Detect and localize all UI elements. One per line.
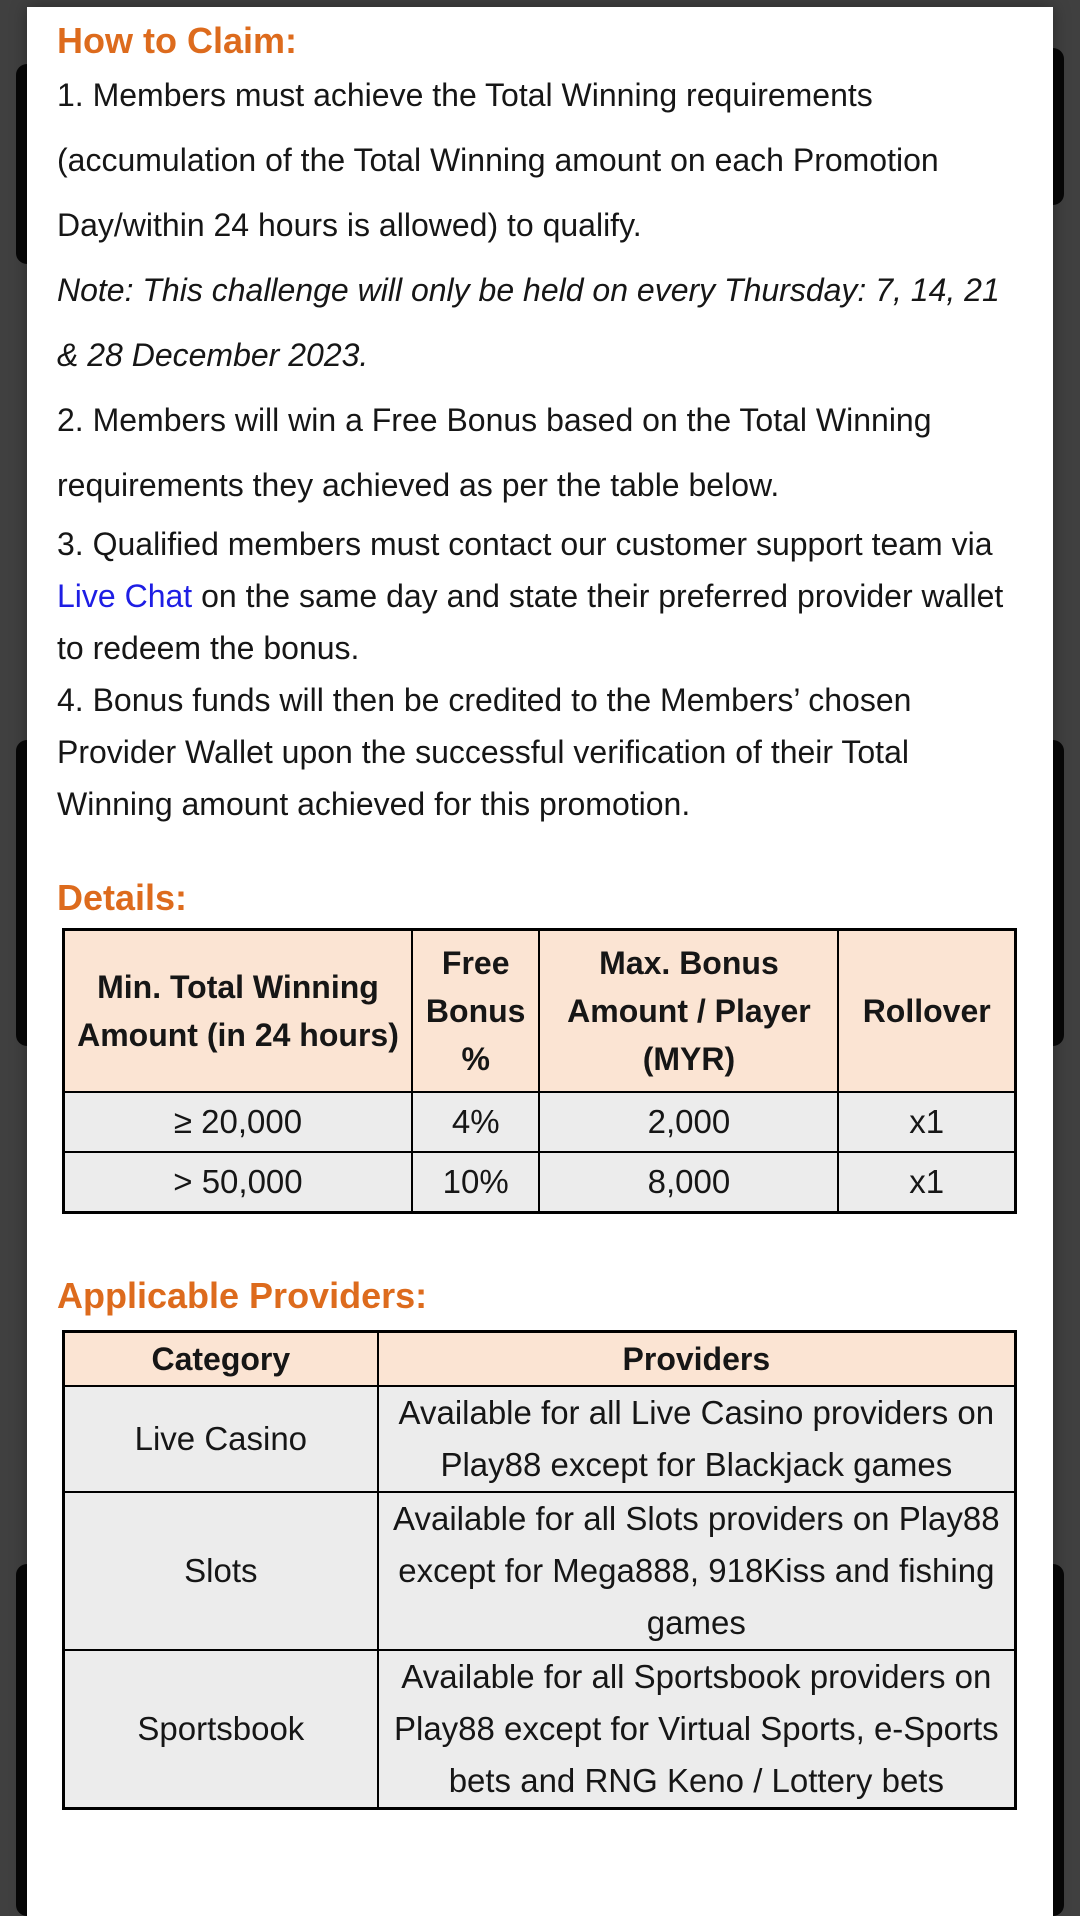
details-header-free-bonus: Free Bonus % — [412, 930, 540, 1093]
details-header-min-total-winning: Min. Total Winning Amount (in 24 hours) — [64, 930, 412, 1093]
category-cell: Slots — [64, 1492, 378, 1650]
details-heading: Details: — [57, 877, 188, 918]
providers-table-header-row — [64, 1332, 1016, 1387]
claim-step-2: 2. Members will win a Free Bonus based on the Total Winning requirements they achieved as per the table below. — [57, 402, 932, 503]
claim-step-3-text: on the same day and state their preferred provider wallet to redeem the bonus. — [57, 578, 1004, 666]
providers-table — [62, 1330, 1017, 1810]
background-card-edge — [1053, 740, 1064, 1046]
table-row — [64, 1650, 1016, 1809]
background-card-edge — [16, 64, 27, 264]
claim-note: Note: This challenge will only be held on every Thursday: 7, 14, 21 & 28 December 2023. — [57, 272, 1000, 373]
category-cell: Sportsbook — [64, 1650, 378, 1809]
table-cell: > 50,000 — [64, 1152, 412, 1213]
applicable-providers-heading: Applicable Providers: — [57, 1275, 428, 1316]
background-card-edge — [16, 740, 27, 1046]
promotion-terms-content — [27, 7, 1053, 1810]
providers-header-category: Category — [64, 1332, 378, 1387]
table-row — [64, 1386, 1016, 1492]
table-cell: 2,000 — [539, 1092, 838, 1152]
claim-step-3 — [57, 518, 1029, 674]
table-row — [64, 1152, 1016, 1213]
table-cell: 4% — [412, 1092, 540, 1152]
claim-step-3-text: 3. Qualified members must contact our customer support team via — [57, 526, 993, 562]
table-row — [64, 1092, 1016, 1152]
background-card-edge — [1053, 48, 1064, 205]
table-cell: 10% — [412, 1152, 540, 1213]
providers-cell: Available for all Slots providers on Play88 except for Mega888, 918Kiss and fishing games — [378, 1492, 1016, 1650]
providers-cell: Available for all Sportsbook providers on Play88 except for Virtual Sports, e-Sports bets and RNG Keno / Lottery bets — [378, 1650, 1016, 1809]
providers-cell: Available for all Live Casino providers on Play88 except for Blackjack games — [378, 1386, 1016, 1492]
how-to-claim-heading: How to Claim: — [57, 20, 297, 61]
details-table-header-row — [64, 930, 1016, 1093]
background-card-edge — [16, 1564, 27, 1916]
table-cell: x1 — [838, 1092, 1015, 1152]
table-cell: x1 — [838, 1152, 1015, 1213]
details-header-rollover: Rollover — [838, 930, 1015, 1093]
table-cell: ≥ 20,000 — [64, 1092, 412, 1152]
claim-step-4: 4. Bonus funds will then be credited to the Members’ chosen Provider Wallet upon the successful verification of their Total Winning amount achieved for this promotion. — [57, 682, 912, 822]
category-cell: Live Casino — [64, 1386, 378, 1492]
background-card-edge — [1053, 1564, 1064, 1916]
claim-step-1: 1. Members must achieve the Total Winning requirements (accumulation of the Total Winning amount on each Promotion Day/within 24 hours is allowed) to qualify. — [57, 77, 939, 243]
providers-header-providers: Providers — [378, 1332, 1016, 1387]
table-row — [64, 1492, 1016, 1650]
live-chat-link[interactable]: Live Chat — [57, 578, 193, 614]
details-table — [62, 928, 1017, 1214]
table-cell: 8,000 — [539, 1152, 838, 1213]
promotion-terms-panel[interactable] — [27, 7, 1053, 1916]
details-header-max-bonus: Max. Bonus Amount / Player (MYR) — [539, 930, 838, 1093]
